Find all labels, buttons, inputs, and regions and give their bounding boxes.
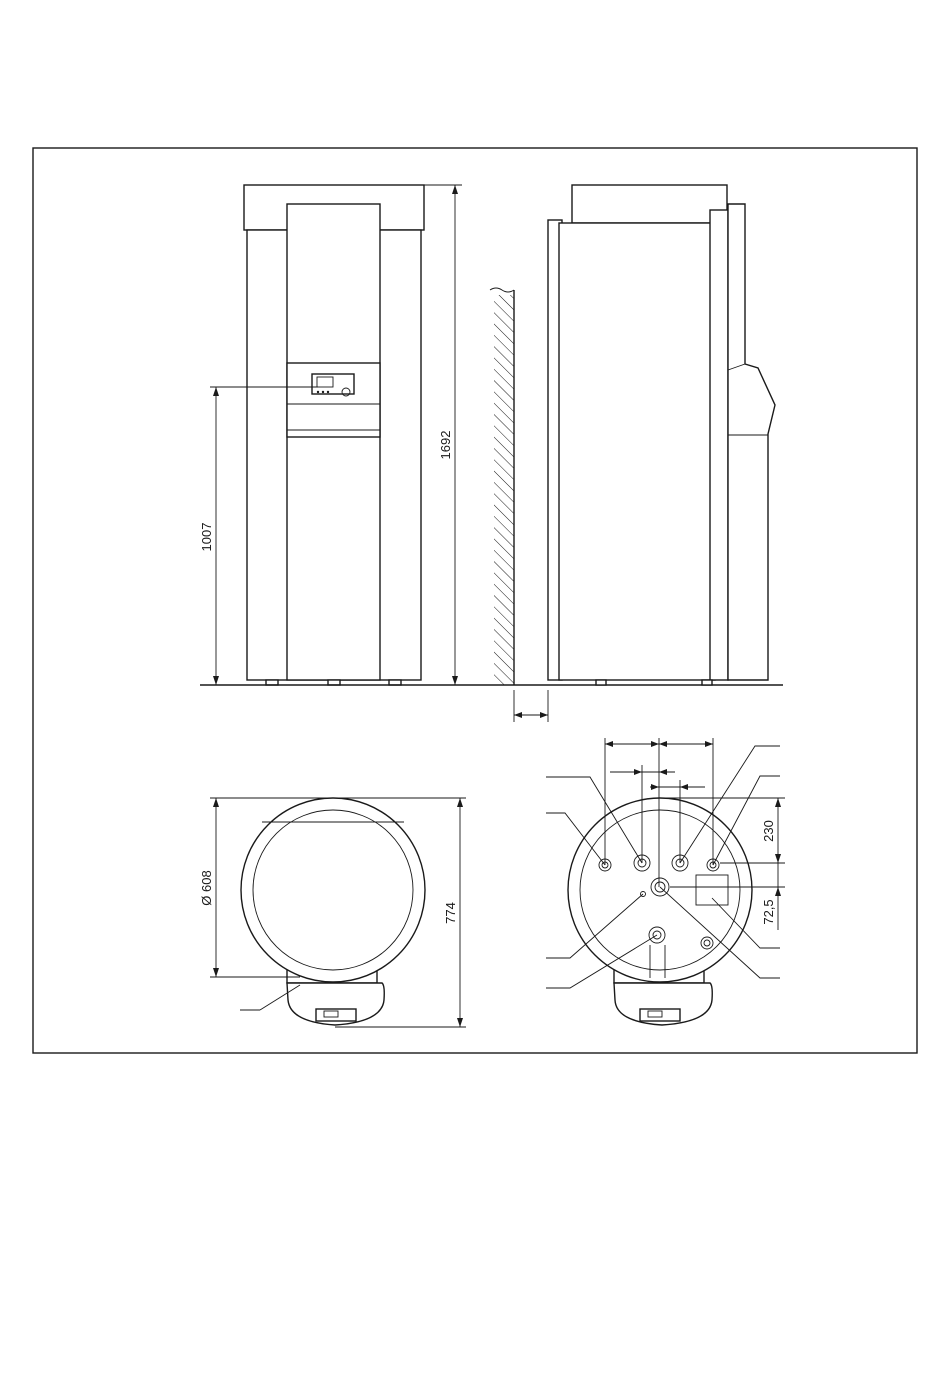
wall [490, 288, 514, 685]
drawing-frame [33, 148, 917, 1053]
side-cabinet [559, 223, 715, 680]
front-foot-right [389, 680, 401, 685]
front-foot-middle [328, 680, 340, 685]
total-height-label: 1692 [438, 430, 453, 460]
top-view-left [240, 798, 425, 1025]
top-left-tank-outer [241, 798, 425, 982]
connection-offset-label: 72,5 [761, 899, 776, 925]
side-foot-front [596, 680, 606, 685]
side-view [548, 185, 775, 685]
front-view [244, 185, 424, 685]
top-view-right [546, 746, 780, 1025]
side-door-profile [728, 204, 775, 680]
side-foot-back [702, 680, 712, 685]
side-top-cover [572, 185, 727, 223]
top-right-tank-outer [568, 798, 752, 982]
connection-height-label: 230 [761, 820, 776, 842]
front-door-panel [287, 204, 380, 680]
depth-label: 774 [443, 902, 458, 924]
side-front-strip [710, 210, 728, 680]
diameter-label: Ø 608 [199, 870, 214, 906]
panel-height-label: 1007 [199, 522, 214, 552]
wall-clearance-dimension [514, 690, 548, 722]
front-foot-left [266, 680, 278, 685]
